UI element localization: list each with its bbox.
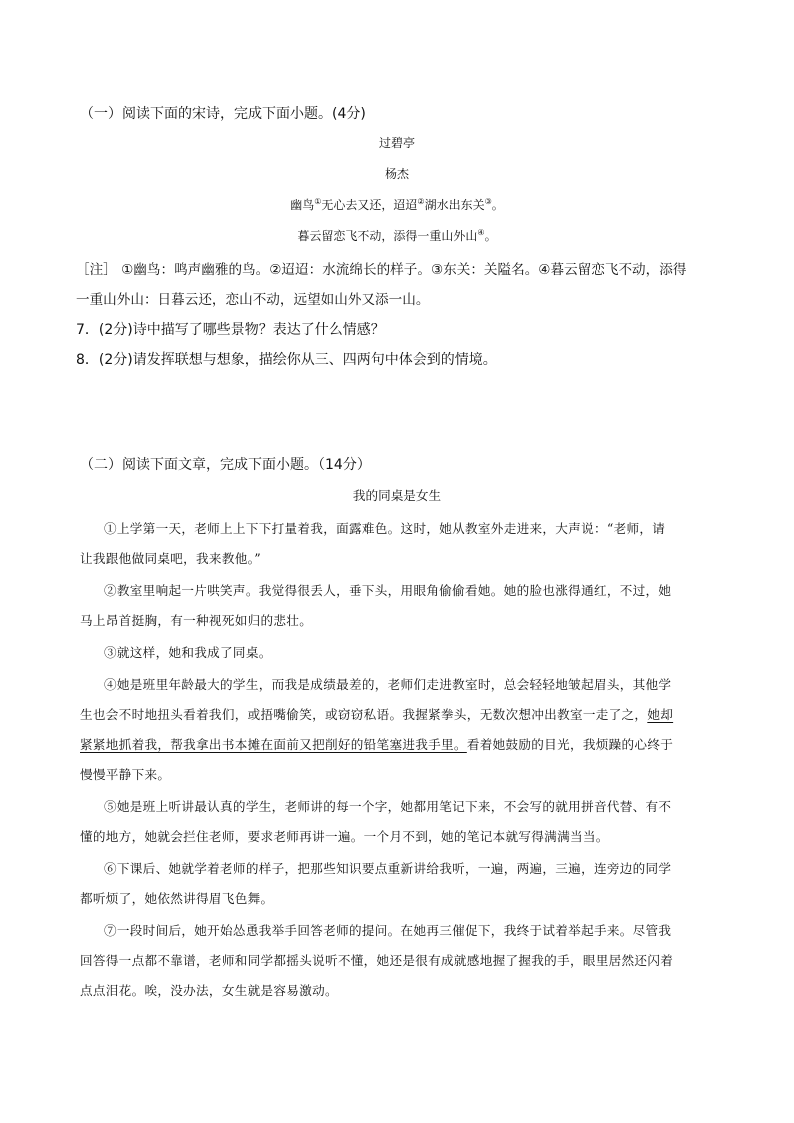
footnote-marker-1: ① bbox=[314, 197, 322, 206]
paragraph-7-line-3: 点点泪花。唉，没办法，女生就是容易激动。 bbox=[80, 983, 338, 998]
section1-heading: （一）阅读下面的宋诗，完成下面小题。(4分) bbox=[80, 106, 366, 122]
underlined-sentence-part-1: 她却 bbox=[647, 707, 674, 722]
paragraph-6-line-2: 都听烦了，她依然讲得眉飞色舞。 bbox=[80, 891, 274, 906]
footnote-marker-4: ④ bbox=[477, 228, 485, 237]
question-8: 8．(2分)请发挥联想与想象，描绘你从三、四两句中体会到的情境。 bbox=[76, 352, 497, 368]
poem-author: 杨杰 bbox=[384, 167, 409, 181]
footnote-marker-3: ③ bbox=[484, 197, 492, 206]
paragraph-1-line-1: ①上学第一天，老师上上下下打量着我，面露难色。这时，她从教室外走进来，大声说：“老师，请 bbox=[104, 521, 666, 536]
notes-line-1: ［注］ ①幽鸟：鸣声幽雅的鸟。②迢迢：水流绵长的样子。③东关：关隘名。④暮云留恋飞不动，添得 bbox=[76, 262, 687, 278]
paragraph-7-line-1: ⑦一段时间后，她开始怂恿我举手回答老师的提问。在她再三催促下，我终于试着举起手来。尽管我 bbox=[104, 923, 672, 938]
article-title: 我的同桌是女生 bbox=[352, 488, 442, 503]
underlined-sentence-part-2: 紧紧地抓着我，帮我拿出书本摊在面前又把削好的铅笔塞进我手里。 bbox=[80, 737, 467, 752]
paragraph-2-line-1: ②教室里响起一片哄笑声。我觉得很丢人，垂下头，用眼角偷偷看她。她的脸也涨得通红，不过，她 bbox=[104, 583, 672, 598]
paragraph-4-line-4: 慢慢平静下来。 bbox=[80, 767, 171, 782]
poem-line-2: 暮云留恋飞不动，添得一重山外山④。 bbox=[297, 228, 497, 243]
paragraph-1-line-2: 让我跟他做同桌吧，我来教他。” bbox=[80, 551, 261, 566]
paragraph-6-line-1: ⑥下课后、她就学着老师的样子，把那些知识要点重新讲给我听，一遍，两遍，三遍，连旁边的同学 bbox=[104, 861, 672, 876]
footnote-marker-2: ② bbox=[417, 197, 425, 206]
poem-line-1: 幽鸟①无心去又还，迢迢②湖水出东关③。 bbox=[290, 197, 504, 212]
notes-line-2: 一重山外山：日暮云还，恋山不动，远望如山外又添一山。 bbox=[76, 292, 430, 308]
paragraph-4-line-3: 紧紧地抓着我，帮我拿出书本摊在面前又把削好的铅笔塞进我手里。看着她鼓励的目光，我烦躁的心终于 bbox=[80, 737, 674, 752]
paragraph-2-line-2: 马上昂首挺胸，有一种视死如归的悲壮。 bbox=[80, 613, 313, 628]
paragraph-4-line-2: 生也会不时地扭头看着我们，或捂嘴偷笑，或窃窃私语。我握紧拳头，无数次想冲出教室一走了之，她却 bbox=[80, 707, 674, 722]
question-7: 7．(2分)诗中描写了哪些景物？表达了什么情感？ bbox=[76, 322, 385, 338]
paragraph-7-line-2: 回答得一点都不靠谱，老师和同学都摇头说听不懂，她还是很有成就感地握了握我的手，眼里居然还闪着 bbox=[80, 953, 674, 968]
poem-title: 过碧亭 bbox=[378, 136, 415, 150]
paragraph-3-line-1: ③就这样，她和我成了同桌。 bbox=[104, 645, 272, 660]
paragraph-5-line-2: 懂的地方，她就会拦住老师，要求老师再讲一遍。一个月不到，她的笔记本就写得满满当当。 bbox=[80, 829, 609, 844]
paragraph-4-line-1: ④她是班里年龄最大的学生，而我是成绩最差的，老师们走进教室时，总会轻轻地皱起眉头，其他学 bbox=[104, 677, 672, 692]
section2-heading: （二）阅读下面文章，完成下面小题。（14分） bbox=[80, 457, 371, 473]
paragraph-5-line-1: ⑤她是班上听讲最认真的学生，老师讲的每一个字，她都用笔记下来，不会写的就用拼音代替、有不 bbox=[104, 799, 672, 814]
